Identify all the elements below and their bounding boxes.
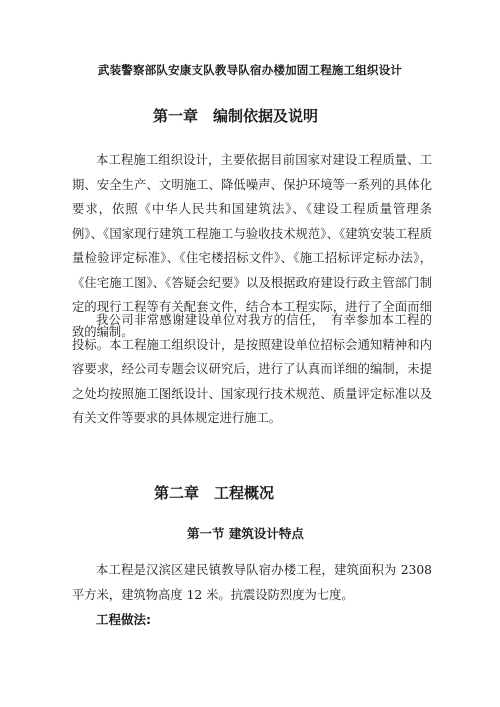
chapter-2-paragraph-1: 本工程是汉滨区建民镇教导队宿办楼工程，建筑面积为 2308 平方米，建筑物高度 12 米。抗震设防烈度为七度。 [72, 563, 432, 602]
section-1-heading: 第一节 建筑设计特点 [187, 526, 304, 541]
chapter-2-heading: 第二章 工程概况 [154, 484, 275, 502]
chapter-1-paragraph-2: 我公司非常感谢建设单位对我方的信任， 有幸参加本工程的投标。本工程施工组织设计，是按照建设单位招标会通知精神和内容要求，经公司专题会议研究后，进行了认真而详细的编制，未提之处均按照施工图纸设计、国家现行技术规范、质量评定标准以及有关文件等要求的具体规定进行施工。 [72, 313, 432, 425]
chapter-1-heading: 第一章 编制依据及说明 [153, 107, 319, 125]
document-title: 武装警察部队安康支队教导队宿办楼加固工程施工组织设计 [97, 63, 403, 77]
construction-method-subheading: 工程做法: [96, 612, 151, 627]
chapter-1-paragraph-1: 本工程施工组织设计，主要依据目前国家对建设工程质量、工期、安全生产、文明施工、降低噪声、保护环境等一系列的具体化要求，依照《中华人民共和国建筑法》、《建设工程质量管理条例》、《国家现行建筑工程施工与验收技术规范》、《建筑安装工程质量检验评定标准》、《住宅楼招标文件》、《施工招标评定标办法》，《住宅施工图》、《答疑会纪要》以及根据政府建设行政主管部门制定的现行工程等有关配套文件，结合本工程实际，进行了全面而细致的编制。 [72, 153, 432, 339]
